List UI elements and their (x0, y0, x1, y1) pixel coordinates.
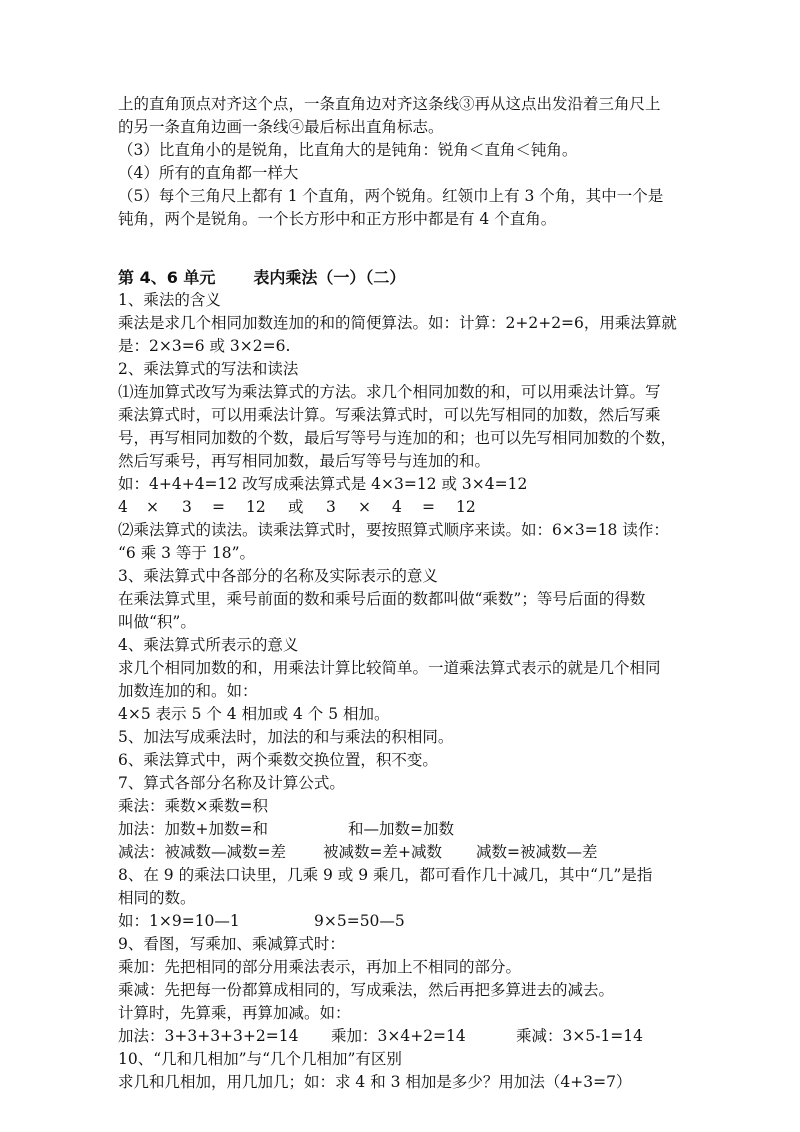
formula-text: 如：1×9=10—1 (118, 912, 240, 930)
text-line: 加数连加的和。如： (118, 682, 258, 700)
formula-token: 4 (118, 498, 128, 516)
section-title: 7、算式各部分名称及计算公式。 (118, 774, 345, 792)
section-title: 5、加法写成乘法时，加法的和与乘法的积相同。 (118, 728, 454, 746)
formula-text: 乘加：3×4+2=14 (331, 1027, 466, 1045)
formula-token: × (146, 498, 159, 516)
text-line: 乘法算式时，可以用乘法计算。写乘法算式时，可以先写相同的加数，然后写乘 (118, 406, 661, 424)
section-title: 3、乘法算式中各部分的名称及实际表示的意义 (118, 567, 438, 585)
text-line: 钝角，两个是锐角。一个长方形中和正方形中都是有 4 个直角。 (118, 210, 557, 228)
section-title: 8、在 9 的乘法口诀里，几乘 9 或 9 乘几，都可看作几十减几，其中“几”是指 (118, 866, 653, 884)
formula-token: 12 (246, 498, 266, 516)
text-line: “6 乘 3 等于 18”。 (118, 544, 256, 562)
formula-token: = (212, 498, 225, 516)
formula-text: 乘减：3×5-1=14 (516, 1027, 644, 1045)
text-line: 求几和几相加，用几加几；如：求 4 和 3 相加是多少？用加法（4+3=7） (118, 1073, 632, 1091)
formula-text: 和—加数=加数 (348, 820, 454, 838)
text-line: ⑵乘法算式的读法。读乘法算式时，要按照算式顺序来读。如：6×3=18 读作： (118, 521, 669, 539)
unit-number: 第 4、6 单元 (118, 268, 216, 287)
text-line: 是：2×3=6 或 3×2=6. (118, 337, 291, 355)
text-line: 相同的数。 (118, 889, 196, 907)
formula-text: 被减数=差+减数 (323, 843, 442, 861)
formula-line: 乘法：乘数×乘数=积 (118, 797, 268, 815)
text-line: （4）所有的直角都一样大 (118, 164, 299, 182)
formula-text: 减法：被减数—减数=差 (118, 843, 286, 861)
formula-token: 4 (392, 498, 402, 516)
formula-line (118, 910, 693, 933)
formula-text: 减数=被减数—差 (476, 843, 598, 861)
text-line: 乘法是求几个相同加数连加的和的简便算法。如：计算：2+2+2=6，用乘法算就 (118, 314, 677, 332)
formula-token: 12 (456, 498, 476, 516)
text-line: 求几个相同加数的和，用乘法计算比较简单。一道乘法算式表示的就是几个相同 (118, 659, 661, 677)
text-line: 的另一条直角边画一条线④最后标出直角标志。 (118, 118, 444, 136)
formula-line (118, 841, 693, 864)
formula-row (118, 496, 693, 519)
text-line: 乘减：先把每一份都算成相同的，写成乘法，然后再把多算进去的减去。 (118, 981, 615, 999)
formula-text: 9×5=50—5 (314, 912, 405, 930)
text-line: （3）比直角小的是锐角，比直角大的是钝角：锐角＜直角＜钝角。 (118, 141, 578, 159)
formula-token: 3 (326, 498, 336, 516)
text-line: 然后写乘号，再写相同加数，最后写等号与连加的和。 (118, 452, 491, 470)
formula-text: 加法：加数+加数=和 (118, 820, 268, 838)
formula-token: 或 (288, 498, 304, 516)
section-title: 6、乘法算式中，两个乘数交换位置，积不变。 (118, 751, 438, 769)
section-title: 9、看图，写乘加、乘减算式时： (118, 935, 345, 953)
section-title: 4、乘法算式所表示的意义 (118, 636, 299, 654)
section-title: 2、乘法算式的写法和读法 (118, 360, 299, 378)
text-line: 在乘法算式里，乘号前面的数和乘号后面的数都叫做“乘数”；等号后面的得数 (118, 590, 646, 608)
text-line: 上的直角顶点对齐这个点，一条直角边对齐这条线③再从这点出发沿着三角尺上 (118, 95, 661, 113)
text-line: 如：4+4+4=12 改写成乘法算式是 4×3=12 或 3×4=12 (118, 475, 528, 493)
section-title: 10、“几和几相加”与“几个几相加”有区别 (118, 1050, 402, 1068)
formula-text: 加法：3+3+3+3+2=14 (118, 1027, 299, 1045)
text-line: 计算时，先算乘，再算加减。如： (118, 1004, 351, 1022)
formula-token: = (422, 498, 435, 516)
text-line: （5）每个三角尺上都有 1 个直角，两个锐角。红领巾上有 3 个角，其中一个是 (118, 187, 664, 205)
formula-token: 3 (182, 498, 192, 516)
text-line: ⑴连加算式改写为乘法算式的方法。求几个相同加数的和，可以用乘法计算。写 (118, 383, 661, 401)
formula-line (118, 1025, 693, 1048)
text-line: 4×5 表示 5 个 4 相加或 4 个 5 相加。 (118, 705, 390, 723)
unit-title: 表内乘法（一）（二） (253, 268, 406, 287)
text-line: 号，再写相同加数的个数，最后写等号与连加的和；也可以先写相同加数的个数， (118, 429, 677, 447)
formula-line (118, 818, 693, 841)
unit-heading (118, 266, 693, 289)
section-title: 1、乘法的含义 (118, 291, 221, 309)
text-line: 乘加：先把相同的部分用乘法表示，再加上不相同的部分。 (118, 958, 522, 976)
text-line: 叫做“积”。 (118, 613, 196, 631)
formula-token: × (358, 498, 371, 516)
